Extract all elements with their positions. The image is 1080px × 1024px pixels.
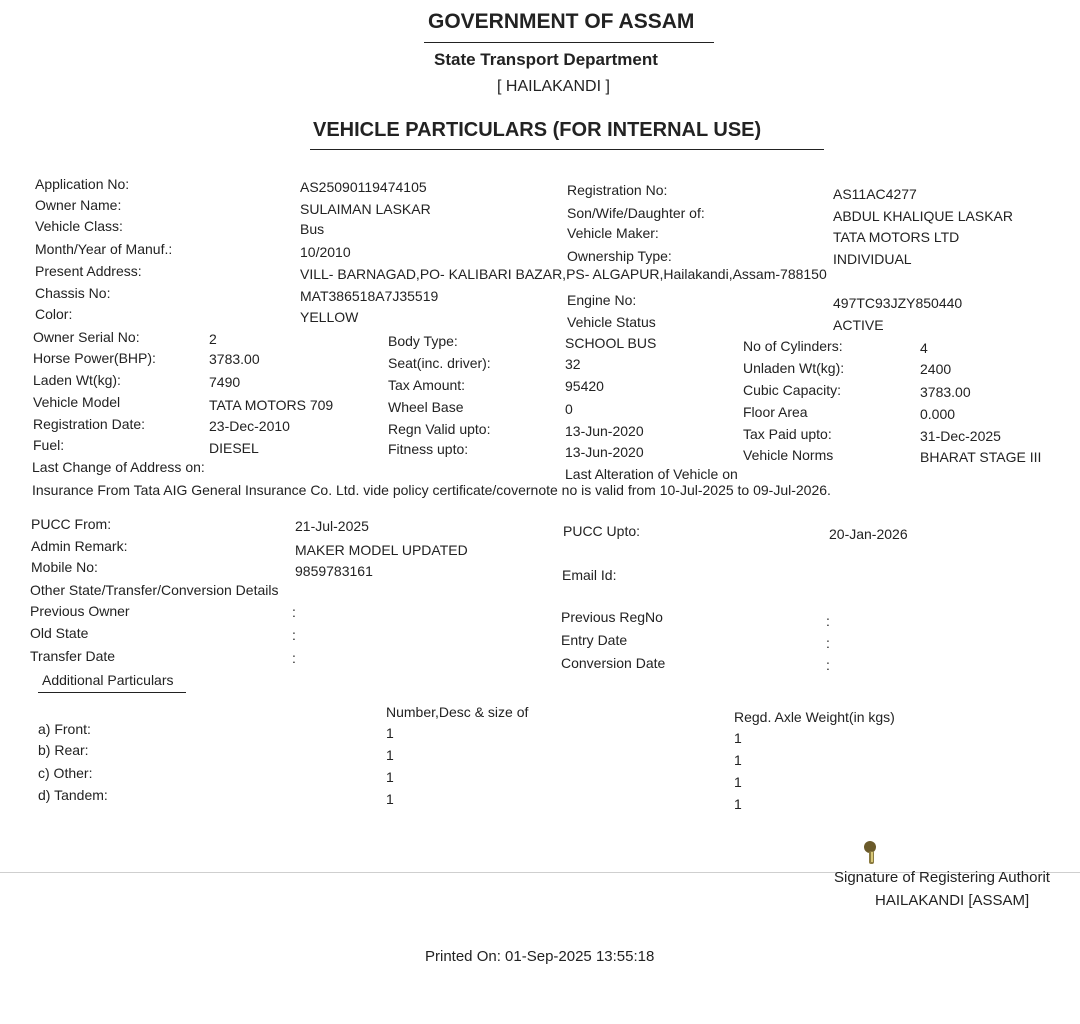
label-seat: Seat(inc. driver): (388, 355, 491, 371)
value-tax-amount: 95420 (565, 378, 604, 394)
label-vehicle-maker: Vehicle Maker: (567, 225, 659, 241)
value-vehicle-class: Bus (300, 221, 325, 237)
axle-tandem-number: 1 (386, 791, 394, 807)
label-application-no: Application No: (35, 176, 130, 192)
label-fitness-upto: Fitness upto: (388, 441, 469, 457)
label-regn-valid: Regn Valid upto: (388, 421, 491, 437)
label-body-type: Body Type: (388, 333, 458, 349)
value-vehicle-model: TATA MOTORS 709 (209, 397, 334, 413)
label-transfer-date: Transfer Date (30, 648, 116, 664)
value-seat: 32 (565, 356, 581, 372)
axle-tandem-weight: 1 (734, 796, 742, 812)
seal-mark-icon (860, 838, 884, 868)
label-pucc-from: PUCC From: (31, 516, 112, 532)
label-wheel-base: Wheel Base (388, 399, 464, 415)
label-no-cylinders: No of Cylinders: (743, 338, 843, 354)
value-engine-no: 497TC93JZY850440 (833, 295, 963, 311)
value-no-cylinders: 4 (920, 340, 928, 356)
label-previous-owner: Previous Owner (30, 603, 130, 619)
value-pucc-from: 21-Jul-2025 (295, 518, 369, 534)
value-vehicle-maker: TATA MOTORS LTD (833, 229, 960, 245)
value-manuf: 10/2010 (300, 244, 351, 260)
label-regd-axle: Regd. Axle Weight(in kgs) (734, 709, 895, 725)
label-horse-power: Horse Power(BHP): (33, 350, 156, 366)
value-application-no: AS25090119474105 (300, 179, 427, 195)
label-previous-regno: Previous RegNo (561, 609, 663, 625)
value-owner-serial-no: 2 (209, 331, 217, 347)
label-color: Color: (35, 306, 73, 322)
label-vehicle-model: Vehicle Model (33, 394, 121, 410)
value-vehicle-norms: BHARAT STAGE III (920, 449, 1042, 465)
label-vehicle-class: Vehicle Class: (35, 218, 123, 234)
value-wheel-base: 0 (565, 401, 573, 417)
label-number-desc: Number,Desc & size of (386, 704, 529, 720)
value-owner-name: SULAIMAN LASKAR (300, 201, 431, 217)
value-horse-power: 3783.00 (209, 351, 260, 367)
printed-on: Printed On: 01-Sep-2025 13:55:18 (425, 948, 655, 965)
label-conversion-date: Conversion Date (561, 655, 666, 671)
value-regn-valid: 13-Jun-2020 (565, 423, 644, 439)
value-floor-area: 0.000 (920, 406, 956, 422)
colon-transfer-date: : (292, 650, 296, 666)
label-chassis-no: Chassis No: (35, 285, 111, 301)
label-tandem: d) Tandem: (38, 787, 108, 803)
label-tax-paid: Tax Paid upto: (743, 426, 832, 442)
value-unladen-wt: 2400 (920, 361, 952, 377)
axle-rear-number: 1 (386, 747, 394, 763)
label-vehicle-norms: Vehicle Norms (743, 447, 834, 463)
value-vehicle-status: ACTIVE (833, 317, 884, 333)
title-underline (424, 42, 714, 43)
signature-place: HAILAKANDI [ASSAM] (875, 892, 1030, 909)
value-fitness-upto: 13-Jun-2020 (565, 444, 644, 460)
value-admin-remark: MAKER MODEL UPDATED (295, 542, 468, 558)
label-manuf: Month/Year of Manuf.: (35, 241, 173, 257)
page-title: VEHICLE PARTICULARS (FOR INTERNAL USE) (313, 119, 762, 141)
label-present-address: Present Address: (35, 263, 142, 279)
value-present-address: VILL- BARNAGAD,PO- KALIBARI BAZAR,PS- ALGAPUR,Hailakandi,Assam-788150 (300, 266, 827, 282)
axle-rear-weight: 1 (734, 752, 742, 768)
value-mobile-no: 9859783161 (295, 563, 373, 579)
insurance-details: Insurance From Tata AIG General Insurance Co. Ltd. vide policy certificate/covernote no is valid from 10-Jul-2025 to 09-Jul-2026. (32, 482, 831, 498)
colon-old-state: : (292, 627, 296, 643)
label-floor-area: Floor Area (743, 404, 808, 420)
colon-previous-regno: : (826, 613, 830, 629)
axle-front-weight: 1 (734, 730, 742, 746)
label-other: c) Other: (38, 765, 93, 781)
colon-entry-date: : (826, 635, 830, 651)
value-color: YELLOW (300, 309, 359, 325)
label-registration-date: Registration Date: (33, 416, 146, 432)
value-chassis-no: MAT386518A7J35519 (300, 288, 439, 304)
label-engine-no: Engine No: (567, 292, 637, 308)
value-tax-paid: 31-Dec-2025 (920, 428, 1001, 444)
value-fuel: DIESEL (209, 440, 259, 456)
colon-previous-owner: : (292, 604, 296, 620)
label-unladen-wt: Unladen Wt(kg): (743, 360, 845, 376)
value-pucc-upto: 20-Jan-2026 (829, 526, 908, 542)
label-front: a) Front: (38, 721, 91, 737)
label-old-state: Old State (30, 625, 89, 641)
label-owner-serial-no: Owner Serial No: (33, 329, 140, 345)
signature-label: Signature of Registering Authorit (834, 869, 1050, 886)
label-registration-no: Registration No: (567, 182, 668, 198)
additional-particulars-underline (38, 692, 186, 693)
label-owner-name: Owner Name: (35, 197, 122, 213)
value-registration-date: 23-Dec-2010 (209, 418, 290, 434)
axle-other-number: 1 (386, 769, 394, 785)
label-last-change-address: Last Change of Address on: (32, 459, 205, 475)
label-cubic-capacity: Cubic Capacity: (743, 382, 842, 398)
value-ownership-type: INDIVIDUAL (833, 251, 912, 267)
label-email-id: Email Id: (562, 567, 617, 583)
additional-particulars-heading: Additional Particulars (42, 672, 174, 688)
department-title: State Transport Department (434, 50, 658, 69)
value-son-of: ABDUL KHALIQUE LASKAR (833, 208, 1013, 224)
label-rear: b) Rear: (38, 742, 89, 758)
label-tax-amount: Tax Amount: (388, 377, 466, 393)
label-ownership-type: Ownership Type: (567, 248, 672, 264)
label-son-of: Son/Wife/Daughter of: (567, 205, 705, 221)
colon-conversion-date: : (826, 657, 830, 673)
label-laden-wt: Laden Wt(kg): (33, 372, 121, 388)
label-vehicle-status: Vehicle Status (567, 314, 656, 330)
axle-front-number: 1 (386, 725, 394, 741)
page-title-underline (310, 149, 824, 150)
label-entry-date: Entry Date (561, 632, 628, 648)
value-laden-wt: 7490 (209, 374, 241, 390)
value-body-type: SCHOOL BUS (565, 335, 657, 351)
label-pucc-upto: PUCC Upto: (563, 523, 641, 539)
label-admin-remark: Admin Remark: (31, 538, 128, 554)
office-name: [ HAILAKANDI ] (497, 78, 610, 95)
government-title: GOVERNMENT OF ASSAM (428, 10, 695, 33)
value-cubic-capacity: 3783.00 (920, 384, 971, 400)
label-mobile-no: Mobile No: (31, 559, 98, 575)
label-fuel: Fuel: (33, 437, 65, 453)
label-last-alteration: Last Alteration of Vehicle on (565, 466, 738, 482)
axle-other-weight: 1 (734, 774, 742, 790)
value-registration-no: AS11AC4277 (833, 186, 917, 202)
label-other-state: Other State/Transfer/Conversion Details (30, 582, 279, 598)
